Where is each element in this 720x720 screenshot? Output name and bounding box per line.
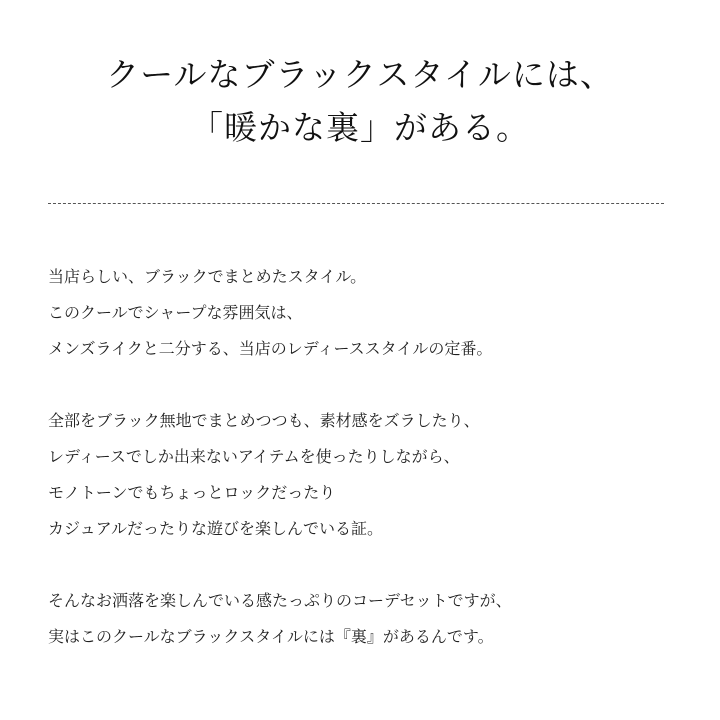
paragraph-2-line-2: レディースでしか出来ないアイテムを使ったりしながら、	[48, 447, 460, 466]
paragraph-1	[48, 259, 688, 367]
paragraph-1-line-2: このクールでシャープな雰囲気は、	[48, 303, 303, 322]
paragraph-1-line-1: 当店らしい、ブラックでまとめたスタイル。	[48, 267, 367, 286]
paragraph-3	[48, 583, 688, 655]
dashed-divider	[48, 203, 664, 204]
paragraph-3-line-2: 実はこのクールなブラックスタイルには『裏』があるんです。	[48, 627, 494, 646]
headline	[0, 48, 720, 154]
paragraph-3-line-1: そんなお洒落を楽しんでいる感たっぷりのコーデセットですが、	[48, 591, 512, 610]
paragraph-2-line-1: 全部をブラック無地でまとめつつも、素材感をズラしたり、	[48, 411, 480, 430]
paragraph-2-line-4: カジュアルだったりな遊びを楽しんでいる証。	[48, 519, 384, 538]
body-text	[48, 259, 688, 691]
headline-line-1: クールなブラックスタイルには、	[106, 55, 614, 94]
headline-line-2: 「暖かな裏」がある。	[190, 108, 530, 147]
paragraph-1-line-3: メンズライクと二分する、当店のレディーススタイルの定番。	[48, 339, 493, 358]
paragraph-2	[48, 403, 688, 547]
paragraph-2-line-3: モノトーンでもちょっとロックだったり	[48, 483, 336, 502]
